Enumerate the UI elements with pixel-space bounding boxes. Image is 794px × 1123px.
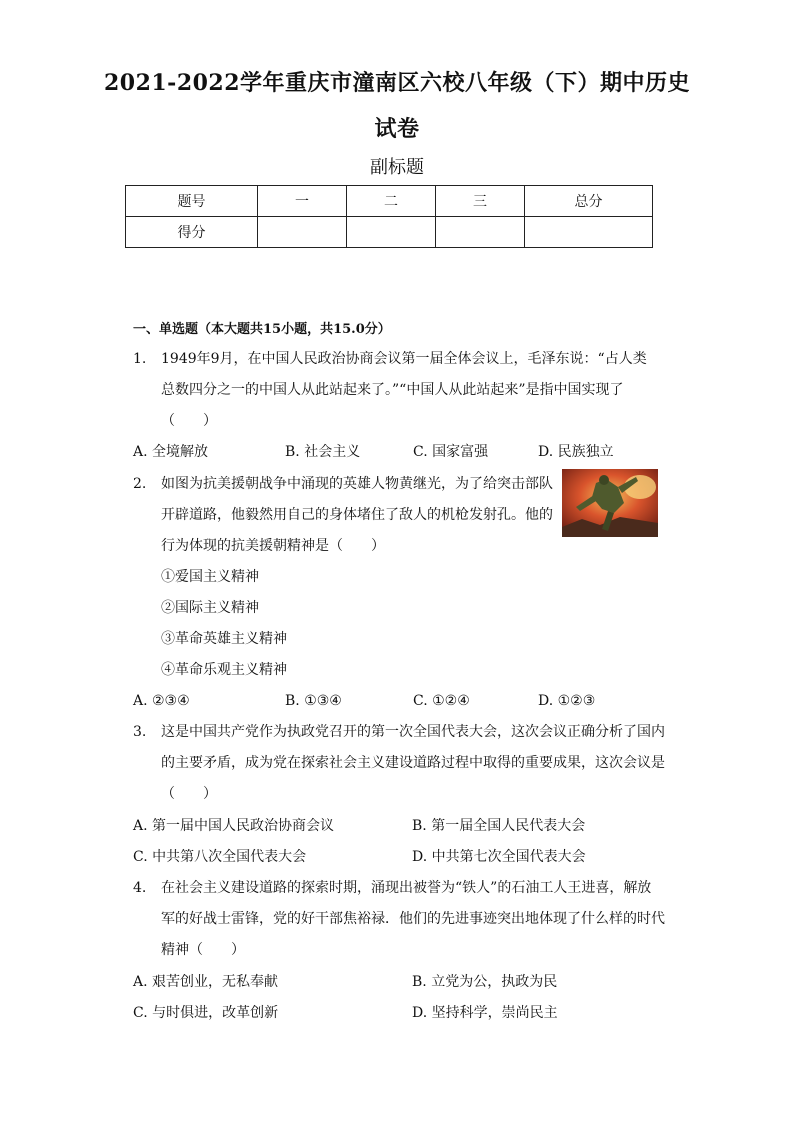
question-text-line: 行为体现的抗美援朝精神是（ ） — [161, 538, 385, 554]
score-cell: 二 — [347, 186, 436, 217]
exam-subtitle: 副标题 — [370, 157, 424, 178]
options-row — [133, 686, 673, 717]
question-text-line: 的主要矛盾，成为党在探索社会主义建设道路过程中取得的重要成果，这次会议是 — [161, 755, 665, 771]
score-cell: 三 — [436, 186, 525, 217]
option-d: D. 中共第七次全国代表大会 — [412, 849, 586, 865]
option-d: D. 民族独立 — [538, 444, 614, 460]
options-row — [133, 967, 673, 998]
question-number: 3. — [133, 724, 147, 740]
option-b: B. ①③④ — [285, 693, 342, 709]
option-c: C. 中共第八次全国代表大会 — [133, 849, 307, 865]
options-row — [133, 842, 673, 873]
option-a: A. 第一届中国人民政治协商会议 — [133, 818, 335, 834]
option-c: C. ①②④ — [413, 693, 470, 709]
exam-title-line1: 2021-2022学年重庆市潼南区六校八年级（下）期中历史 — [103, 70, 691, 96]
option-b: B. 社会主义 — [285, 444, 361, 460]
question-4 — [133, 873, 663, 966]
option-c: C. 与时俱进，改革创新 — [133, 1005, 279, 1021]
question-3 — [133, 717, 663, 810]
question-text-line: 军的好战士雷锋，党的好干部焦裕禄．他们的先进事迹突出地体现了什么样的时代 — [161, 911, 665, 927]
question-text-line: 这是中国共产党作为执政党召开的第一次全国代表大会，这次会议正确分析了国内 — [161, 724, 665, 740]
score-table-score-row — [126, 217, 653, 248]
score-table-header-row — [126, 186, 653, 217]
score-cell: 一 — [258, 186, 347, 217]
options-row — [133, 437, 673, 468]
options-row — [133, 998, 673, 1029]
options-row — [133, 811, 673, 842]
question-text-line: （ ） — [161, 413, 217, 429]
question-text-line: 总数四分之一的中国人从此站起来了。”“中国人从此站起来”是指中国实现了 — [161, 382, 624, 398]
question-number: 4. — [133, 880, 147, 896]
option-c: C. 国家富强 — [413, 444, 489, 460]
score-cell: 题号 — [126, 186, 258, 217]
score-cell — [436, 217, 525, 248]
question-text-line: 在社会主义建设道路的探索时期，涌现出被誉为“铁人”的石油工人王进喜，解放 — [161, 880, 652, 896]
exam-title-line2: 试卷 — [374, 116, 420, 142]
section-heading: 一、单选题（本大题共15小题，共15.0分） — [133, 322, 391, 337]
option-b: B. 第一届全国人民代表大会 — [412, 818, 586, 834]
option-a: A. 全境解放 — [133, 444, 209, 460]
choice-statement: ①爱国主义精神 — [161, 569, 259, 585]
question-text-line: 精神（ ） — [161, 942, 245, 958]
score-cell: 总分 — [525, 186, 653, 217]
option-a: A. ②③④ — [133, 693, 190, 709]
option-d: D. 坚持科学，崇尚民主 — [412, 1005, 558, 1021]
question-text-line: 开辟道路，他毅然用自己的身体堵住了敌人的机枪发射孔。他的 — [161, 507, 553, 523]
score-cell: 得分 — [126, 217, 258, 248]
score-cell — [525, 217, 653, 248]
score-cell — [258, 217, 347, 248]
question-1 — [133, 344, 663, 437]
score-table — [125, 185, 653, 248]
choice-statement: ②国际主义精神 — [161, 600, 259, 616]
score-cell — [347, 217, 436, 248]
option-d: D. ①②③ — [538, 693, 596, 709]
option-a: A. 艰苦创业，无私奉献 — [133, 974, 279, 990]
choice-statement: ④革命乐观主义精神 — [161, 662, 287, 678]
question-text-line: 如图为抗美援朝战争中涌现的英雄人物黄继光，为了给突击部队 — [161, 476, 553, 492]
question-text-line: 1949年9月，在中国人民政治协商会议第一届全体会议上，毛泽东说：“占人类 — [161, 351, 647, 367]
question-number: 2. — [133, 476, 147, 492]
choice-statement: ③革命英雄主义精神 — [161, 631, 287, 647]
question-text-line: （ ） — [161, 786, 217, 802]
option-b: B. 立党为公，执政为民 — [412, 974, 558, 990]
question-number: 1. — [133, 351, 147, 367]
hero-photo — [562, 469, 658, 537]
